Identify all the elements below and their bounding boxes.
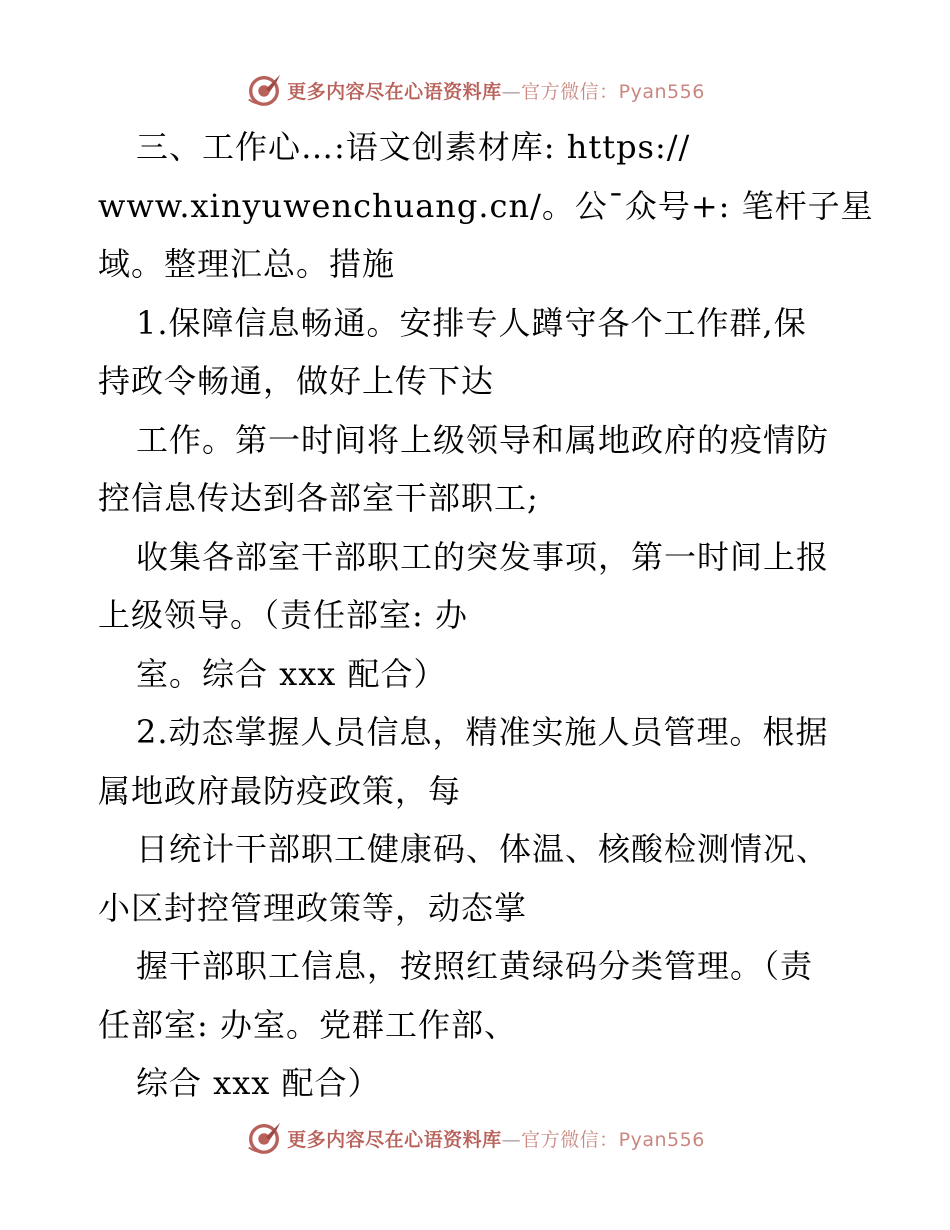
footer-banner-text — [287, 1125, 705, 1152]
quill-logo-icon — [245, 71, 283, 109]
text-line: 控信息传达到各部室干部职工; — [98, 479, 539, 517]
text-line: www.xinyuwenchuang.cn/。公¯众号+: 笔杆子星 — [98, 186, 874, 225]
header-banner-sep: — — [501, 80, 522, 103]
text-line: 2.动态掌握人员信息，精准实施人员管理。根据 — [136, 713, 829, 751]
text-line: 属地政府最防疫政策，每 — [98, 771, 462, 810]
text-line: 握干部职工信息，按照红黄绿码分类管理。（责 — [136, 947, 814, 985]
text-line: 域。整理汇总。措施 — [98, 245, 396, 283]
document-body — [98, 118, 874, 1113]
footer-banner-main: 更多内容尽在心语资料库 — [287, 1128, 502, 1151]
text-line: 1.保障信息畅通。安排专人蹲守各个工作群,保 — [136, 303, 807, 342]
footer-banner-contact: 官方微信：Pyan556 — [521, 1128, 705, 1151]
footer-banner-sep: — — [501, 1128, 522, 1151]
text-line: 室。综合 xxx 配合） — [136, 654, 447, 693]
text-line: 任部室: 办室。党群工作部、 — [98, 1005, 517, 1044]
footer-banner — [0, 1118, 950, 1158]
text-line: 综合 xxx 配合） — [136, 1064, 381, 1102]
quill-logo-icon — [245, 1119, 283, 1157]
header-banner-main: 更多内容尽在心语资料库 — [287, 80, 502, 103]
header-banner-text — [287, 77, 705, 104]
text-line: 日统计干部职工健康码、体温、核酸检测情况、 — [136, 830, 830, 868]
text-line: 收集各部室干部职工的突发事项，第一时间上报 — [136, 537, 830, 576]
text-line: 上级领导。（责任部室: 办 — [98, 596, 468, 634]
text-line: 小区封控管理政策等，动态掌 — [98, 888, 528, 927]
header-banner-contact: 官方微信：Pyan556 — [521, 80, 705, 103]
text-line: 工作。第一时间将上级领导和属地政府的疫情防 — [136, 420, 830, 459]
text-line: 持政令畅通，做好上传下达 — [98, 362, 495, 400]
header-banner — [0, 70, 950, 110]
text-line: 三、工作心…:语文创素材库: https:// — [136, 128, 691, 166]
